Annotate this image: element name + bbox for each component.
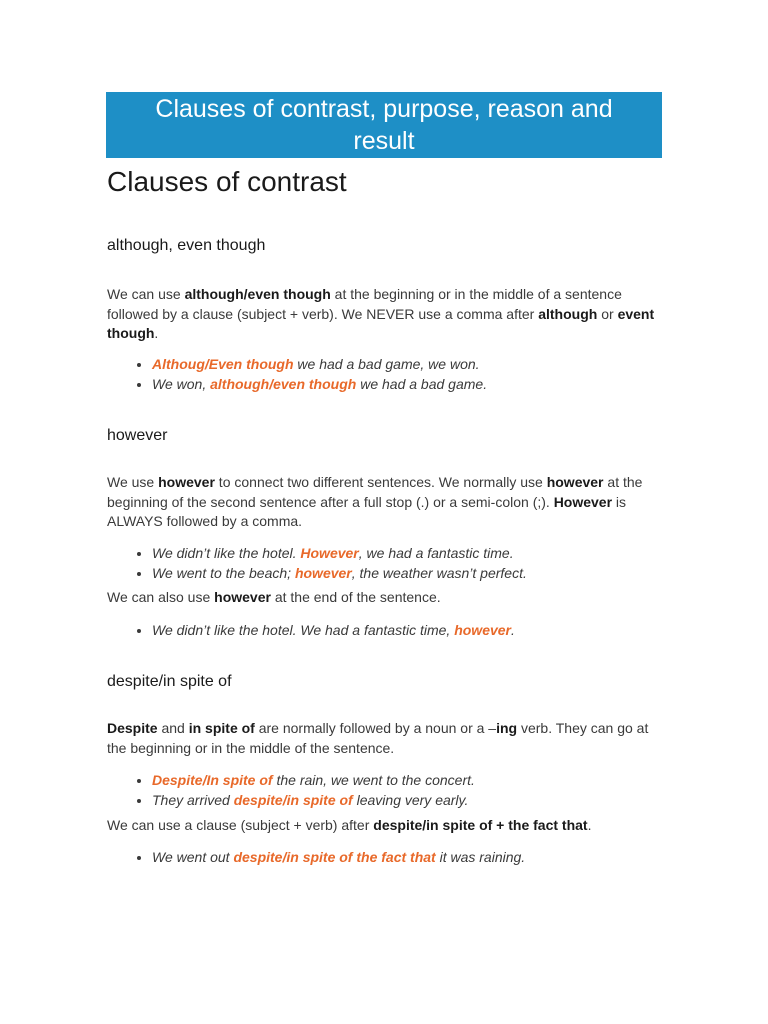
list-item: • We didn’t like the hotel. We had a fantastic time, however. [152, 620, 515, 640]
examples-however [107, 543, 527, 583]
subheading-however: however [107, 427, 168, 444]
list-item: • We won, although/even though we had a bad game. [152, 374, 487, 394]
list-item: • We didn’t like the hotel. However, we had a fantastic time. [152, 543, 527, 563]
paragraph-however: We use however to connect two different sentences. We normally use however at the beginning of the second sentence after a full stop (.) or a semi-colon (;). However is ALWAYS followed by a comma. [107, 474, 643, 529]
paragraph-despite: Despite and in spite of are normally followed by a noun or a –ing verb. They can go at the beginning or in the middle of the sentence. [107, 720, 649, 756]
subheading-although: although, even though [107, 237, 266, 254]
list-item: • Despite/In spite of the rain, we went to the concert. [152, 770, 475, 790]
banner-title: Clauses of contrast, purpose, reason and result [155, 95, 613, 155]
section-heading: Clauses of contrast [107, 166, 347, 197]
subheading-despite: despite/in spite of [107, 673, 232, 690]
examples-despite [107, 770, 475, 810]
list-item: • Althoug/Even though we had a bad game, we won. [152, 354, 487, 374]
paragraph-despite-clause: We can use a clause (subject + verb) after despite/in spite of + the fact that. [107, 817, 592, 833]
examples-however-end [107, 620, 515, 640]
title-banner [106, 92, 662, 158]
examples-despite-clause [107, 847, 525, 867]
paragraph-however-end: We can also use however at the end of the sentence. [107, 589, 441, 605]
paragraph-although: We can use although/even though at the beginning or in the middle of a sentence followed by a clause (subject + verb). We NEVER use a comma after although or event though. [107, 286, 655, 341]
list-item: • We went to the beach; however, the weather wasn’t perfect. [152, 563, 527, 583]
list-item: • They arrived despite/in spite of leaving very early. [152, 790, 475, 810]
list-item: • We went out despite/in spite of the fact that it was raining. [152, 847, 525, 867]
examples-although [107, 354, 487, 394]
